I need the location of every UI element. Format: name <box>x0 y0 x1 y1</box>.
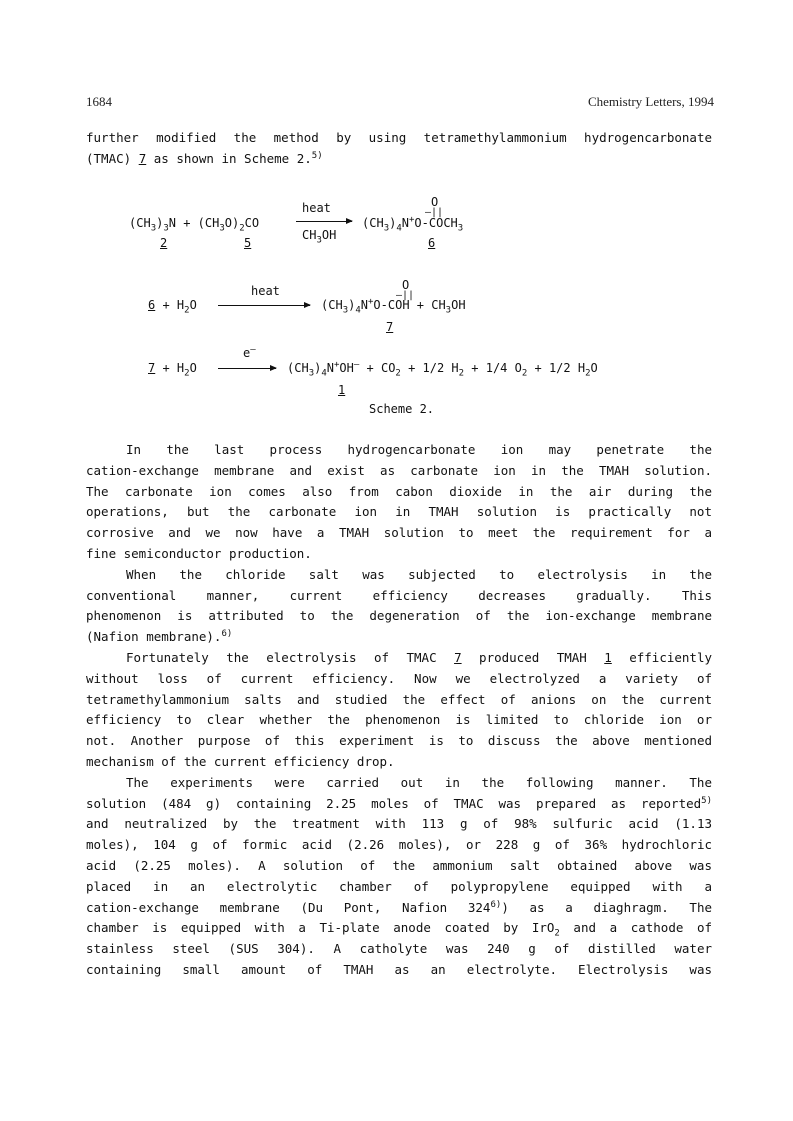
page-number: 1684 <box>86 94 112 109</box>
carbonyl-o: O <box>402 278 410 292</box>
text-line: not. Another purpose of this experiment is to discuss the above mentioned <box>86 733 712 749</box>
text-line: phenomenon is attributed to the degeneration of the ion-exchange membrane <box>86 608 712 624</box>
text-line: (Nafion membrane).$^{6)}$ <box>86 629 233 645</box>
text-line: further modified the method by using tetramethylammonium hydrogencarbonate <box>86 130 712 145</box>
text-line: cation-exchange membrane and exist as carbonate ion in the TMAH solution. <box>86 462 712 478</box>
compound-label-7: 7 <box>386 320 394 334</box>
text-line: Fortunately the electrolysis of TMAC 7 produced TMAH 1 efficiently <box>126 649 712 665</box>
paragraph-2 <box>86 565 712 648</box>
text-line: corrosive and we now have a TMAH solution to meet the requirement for a <box>86 525 712 541</box>
text-line: operations, but the carbonate ion in TMAH solution is practically not <box>86 504 712 520</box>
text-line: mechanism of the current efficiency drop. <box>86 753 395 769</box>
text-line: moles), 104 g of formic acid (2.26 moles), or 228 g of 36% hydrochloric <box>86 837 712 853</box>
paragraph-1 <box>86 440 712 565</box>
paragraph-3 <box>86 648 712 773</box>
text-line: The experiments were carried out in the following manner. The <box>126 774 712 790</box>
compound-label-5: 5 <box>244 236 252 250</box>
reaction-2-reactants: $6 + H_2O$ <box>148 298 197 316</box>
carbonyl-o: O <box>431 195 439 209</box>
compound-label-1: 1 <box>338 383 346 397</box>
text-line: When the chloride salt was subjected to electrolysis in the <box>126 566 712 582</box>
text-line: conventional manner, current efficiency decreases gradually. This <box>86 587 712 603</box>
text-line: without loss of current efficiency. Now we electrolyzed a variety of <box>86 670 712 686</box>
text-line: and neutralized by the treatment with 113 g of 98% sulfuric acid (1.13 <box>86 816 712 832</box>
text-line: solution (484 g) containing 2.25 moles of TMAC was prepared as reported$^{5)}$ <box>86 795 712 811</box>
body-text <box>86 440 712 981</box>
condition-heat: heat <box>302 201 331 215</box>
text-line: In the last process hydrogencarbonate ion may penetrate the <box>126 442 712 457</box>
reaction-arrow <box>218 305 310 306</box>
reaction-1-reactants: $(CH_3)_3N + (CH_3O)_2CO$ <box>129 216 260 234</box>
paragraph-4 <box>86 773 712 981</box>
text-line: efficiency to clear whether the phenomenon is limited to chloride ion or <box>86 712 712 728</box>
text-line: stainless steel (SUS 304). A catholyte was 240 g of distilled water <box>86 941 712 957</box>
text-line: acid (2.25 moles). A solution of the ammonium salt obtained above was <box>86 857 712 873</box>
condition-solvent: $CH_3OH$ <box>302 228 337 246</box>
journal-header: Chemistry Letters, 1994 <box>587 94 714 109</box>
text-line: The carbonate ion comes also from cabon dioxide in the air during the <box>86 483 712 499</box>
reaction-3-reactants: $7 + H_2O$ <box>148 361 197 379</box>
reaction-arrow <box>218 368 276 369</box>
intro-text <box>86 128 712 170</box>
condition-electron: e– <box>243 345 256 360</box>
compound-label-6: 6 <box>428 236 436 250</box>
text-line: containing small amount of TMAH as an electrolyte. Electrolysis was <box>86 961 712 977</box>
reaction-2-product: $(CH_3)_4N^+O$-COH + $CH_3OH$ <box>321 297 466 316</box>
reaction-arrow <box>296 221 352 222</box>
text-line: cation-exchange membrane (Du Pont, Nafion 324$^{6)}$) as a diaghragm. The <box>86 899 712 915</box>
reaction-3-products: $(CH_3)_4N^+OH^- + CO_2 + 1/2$ $H_2 + 1/4$ $O_2 + 1/2$ $H_2O$ <box>287 360 598 379</box>
scheme-caption: Scheme 2. <box>369 402 435 416</box>
text-line: tetramethylammonium salts and studied the effect of anions on the current <box>86 691 712 707</box>
text-line: fine semiconductor production. <box>86 545 312 561</box>
text-line: (TMAC) 7 as shown in Scheme 2.$^{5)}$ <box>86 150 323 166</box>
condition-heat: heat <box>251 284 280 298</box>
text-line: placed in an electrolytic chamber of polypropylene equipped with a <box>86 878 712 894</box>
reaction-1-product: $(CH_3)_4N^+O-COCH_3$ <box>362 215 464 234</box>
double-bond-mark: –|| <box>396 290 415 301</box>
compound-label-2: 2 <box>160 236 168 250</box>
text-line: chamber is equipped with a Ti-plate anode coated by IrO$_2$ and a cathode of <box>86 920 712 939</box>
double-bond-mark: –|| <box>425 207 444 218</box>
